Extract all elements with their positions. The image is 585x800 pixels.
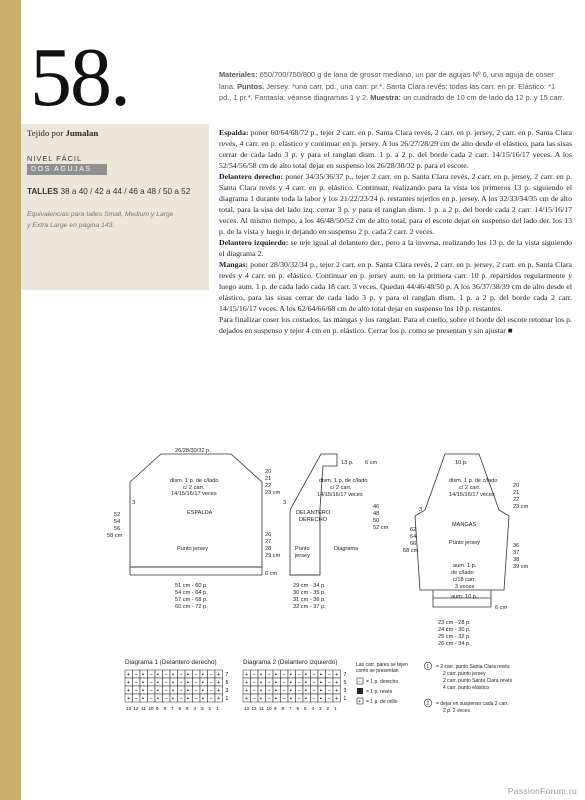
- svg-text:6 cm: 6 cm: [365, 460, 378, 466]
- chart-symbol: −: [282, 680, 286, 686]
- chart-symbol: ▪: [157, 696, 159, 702]
- chart-symbol: ▪: [320, 672, 322, 678]
- chart-symbol: +: [217, 672, 221, 678]
- svg-text:54: 54: [114, 519, 121, 525]
- chart-symbol: −: [252, 672, 256, 678]
- chart-symbol: ▪: [187, 672, 189, 678]
- svg-text:26 cm - 34 p.: 26 cm - 34 p.: [438, 641, 471, 647]
- svg-text:dism. 1 p. de c/lado: dism. 1 p. de c/lado: [449, 478, 498, 484]
- svg-text:4 carr. punto elástico: 4 carr. punto elástico: [443, 685, 490, 691]
- chart-symbol: ▪: [290, 688, 292, 694]
- chart-symbol: −: [267, 672, 271, 678]
- chart-symbol: ▪: [290, 696, 292, 702]
- chart-symbol: −: [297, 680, 301, 686]
- svg-text:58 cm: 58 cm: [107, 533, 123, 539]
- svg-text:32 cm - 37 p.: 32 cm - 37 p.: [293, 604, 326, 610]
- svg-text:52 cm: 52 cm: [373, 525, 389, 531]
- col-label: 11: [259, 706, 264, 711]
- chart-symbol: −: [209, 680, 213, 686]
- svg-text:c/ 2 carr.: c/ 2 carr.: [330, 485, 352, 491]
- svg-text:aum. 1 p.: aum. 1 p.: [453, 563, 477, 569]
- svg-text:Punto: Punto: [295, 546, 310, 552]
- chart-symbol: ▪: [260, 672, 262, 678]
- chart-symbol: +: [127, 696, 131, 702]
- svg-text:24 cm - 30 p.: 24 cm - 30 p.: [438, 627, 471, 633]
- col-label: 5: [304, 706, 307, 711]
- svg-text:57 cm - 68 p.: 57 cm - 68 p.: [175, 597, 208, 603]
- col-label: 4: [311, 706, 315, 711]
- col-label: 11: [141, 706, 146, 711]
- instruction-delantero-izquierdo: Delantero izquierdo: se teje igual al delantero der., pero a la inversa, realizando los 13 p. de la vista siguiendo el diagrama 2.: [219, 238, 573, 258]
- chart-symbol: −: [312, 672, 316, 678]
- svg-text:Diagrama: Diagrama: [334, 546, 359, 552]
- chart-symbol: −: [282, 688, 286, 694]
- instruction-finish: Para finalizar coser los costados, las mangas y los ranglan. Para el cuello, sobre el borde del escote retomar los p. dejados en suspenso y tejer 4 cm en p. elástico. Cerrar los p. como se presentan y sin ajustar ■: [219, 315, 572, 335]
- sidebar-box: [21, 124, 209, 290]
- svg-text:2 carr. punto jersey: 2 carr. punto jersey: [443, 671, 486, 677]
- chart-symbol: +: [335, 672, 339, 678]
- chart-symbol: ▪: [172, 680, 174, 686]
- svg-text:21: 21: [513, 490, 520, 496]
- svg-text:36: 36: [513, 543, 520, 549]
- svg-text:dism. 1 p. de c/lado: dism. 1 p. de c/lado: [319, 478, 368, 484]
- col-label: 6: [296, 706, 300, 711]
- chart-symbol: −: [179, 672, 183, 678]
- svg-text:51 cm - 60 p.: 51 cm - 60 p.: [175, 583, 208, 589]
- chart-symbol: −: [327, 680, 331, 686]
- svg-text:c/ 2 carr.: c/ 2 carr.: [459, 485, 481, 491]
- chart-symbol: −: [194, 680, 198, 686]
- svg-text:29 cm: 29 cm: [265, 553, 281, 559]
- chart-symbol: ▪: [142, 688, 144, 694]
- chart-symbol: −: [149, 696, 153, 702]
- chart-symbol: +: [217, 696, 221, 702]
- col-label: 3: [319, 706, 322, 711]
- svg-text:27: 27: [265, 539, 272, 545]
- svg-text:38: 38: [513, 557, 520, 563]
- svg-text:23 cm: 23 cm: [513, 504, 529, 510]
- svg-text:= dejar en suspenso cada 2 car: = dejar en suspenso cada 2 carr.: [436, 701, 509, 707]
- diagram2-grid: [243, 670, 347, 711]
- chart-symbol: ▪: [202, 696, 204, 702]
- chart-symbol: −: [164, 672, 168, 678]
- svg-text:22: 22: [265, 483, 272, 489]
- chart-symbol: +: [127, 672, 131, 678]
- chart-symbol: +: [335, 696, 339, 702]
- svg-text:25 cm - 32 p.: 25 cm - 32 p.: [438, 634, 471, 640]
- chart-symbol: +: [127, 688, 131, 694]
- svg-text:46: 46: [373, 504, 380, 510]
- chart-symbol: −: [327, 696, 331, 702]
- page-number: 58.: [30, 31, 129, 124]
- chart-symbol: −: [252, 688, 256, 694]
- chart-symbol: −: [297, 672, 301, 678]
- chart-symbol: ▪: [202, 672, 204, 678]
- svg-text:c/ 2 carr.: c/ 2 carr.: [183, 485, 205, 491]
- row-label: 3: [225, 688, 229, 694]
- svg-text:64: 64: [410, 534, 417, 540]
- svg-text:= 1 p. revés: = 1 p. revés: [366, 689, 393, 695]
- chart-symbol: ▪: [260, 696, 262, 702]
- chart-symbol: −: [134, 672, 138, 678]
- svg-text:de c/lado: de c/lado: [451, 570, 474, 576]
- svg-text:2 carr. punto Santa Clara revé: 2 carr. punto Santa Clara revés: [443, 678, 513, 684]
- col-label: 7: [289, 706, 292, 711]
- svg-text:26: 26: [265, 532, 272, 538]
- chart-symbol: −: [194, 696, 198, 702]
- chart-symbol: −: [267, 688, 271, 694]
- svg-text:37: 37: [513, 550, 520, 556]
- chart-symbol: ▪: [305, 672, 307, 678]
- chart-symbol: +: [217, 680, 221, 686]
- chart-symbol: −: [164, 680, 168, 686]
- watermark: PassionForum.ru: [507, 786, 577, 796]
- svg-text:52: 52: [114, 512, 121, 518]
- svg-text:62: 62: [410, 527, 417, 533]
- svg-text:21: 21: [265, 476, 272, 482]
- svg-text:23 cm: 23 cm: [265, 490, 281, 496]
- chart-symbol: −: [164, 696, 168, 702]
- chart-symbol: −: [179, 688, 183, 694]
- col-label: 9: [156, 706, 159, 711]
- chart-symbol: ▪: [260, 688, 262, 694]
- chart-symbol: ▪: [172, 672, 174, 678]
- svg-text:= 2 carr. punto Santa Clara re: = 2 carr. punto Santa Clara revés: [436, 664, 510, 670]
- chart-symbol: −: [297, 688, 301, 694]
- col-label: 12: [133, 706, 139, 711]
- svg-text:48: 48: [373, 511, 380, 517]
- svg-text:54 cm - 64 p.: 54 cm - 64 p.: [175, 590, 208, 596]
- chart-symbol: +: [217, 688, 221, 694]
- col-label: 4: [193, 706, 197, 711]
- svg-text:MANGAS: MANGAS: [452, 522, 477, 528]
- svg-text:14/15/16/17 veces: 14/15/16/17 veces: [171, 491, 217, 497]
- size-equivalences: Equivalencias para talles Small, Medium y Large y Extra Large en página 143.: [27, 211, 174, 229]
- svg-text:13 p.: 13 p.: [341, 460, 354, 466]
- col-label: 10: [148, 706, 154, 711]
- svg-text:3 veces: 3 veces: [455, 584, 475, 590]
- chart-symbol: ▪: [275, 688, 277, 694]
- espalda-name: ESPALDA: [187, 510, 213, 516]
- svg-text:2: 2: [426, 701, 430, 707]
- chart-symbol: +: [245, 688, 249, 694]
- col-label: 13: [244, 706, 250, 711]
- svg-text:3: 3: [419, 507, 423, 513]
- chart-symbol: −: [267, 680, 271, 686]
- col-label: 8: [281, 706, 285, 711]
- chart-symbol: ▪: [157, 672, 159, 678]
- svg-text:Punto jersey: Punto jersey: [449, 540, 481, 546]
- chart-symbol: ▪: [187, 680, 189, 686]
- chart-symbol: −: [194, 672, 198, 678]
- chart-symbol: −: [282, 672, 286, 678]
- svg-text:−: −: [358, 679, 361, 685]
- col-label: 12: [251, 706, 257, 711]
- svg-text:= 1 p. de orillo: = 1 p. de orillo: [366, 699, 398, 705]
- chart-symbol: +: [127, 680, 131, 686]
- chart-symbol: ▪: [172, 688, 174, 694]
- instruction-delantero-derecho: Delantero derecho: poner 34/35/36/37 p., tejer 2 carr. en p. Santa Clara revés, 2 carr. en p. jersey, 2 carr. en p. Santa Clara revés y 4 carr. en p. elástico. Continuar, realizando para la vista los primeros 13 p. siguiendo el diagrama 1 durante toda la labor y los 21/22/23/24 p. restantes tejerlos en p. jersey. A los 32/33/34/35 cm de alto total, para la sisa del lado izq. cerrar 3 p. y para el ranglan dism. 1 p. a 2 p. del borde cada 2 carr. 14/15/16/17 veces. Al mismo tiempo, a los 46/48/50/52 cm de alto total, para el escote dejar en suspenso del lado der. los 13 p. de la vista y luego ir dejando en suspenso 2 p. cada 2 carr. 2 veces.: [219, 172, 572, 236]
- svg-text:50: 50: [373, 518, 380, 524]
- svg-text:29 cm - 34 p.: 29 cm - 34 p.: [293, 583, 326, 589]
- svg-text:c/18 carr.: c/18 carr.: [453, 577, 477, 583]
- svg-text:DELANTERO: DELANTERO: [296, 510, 331, 516]
- chart-symbol: −: [312, 688, 316, 694]
- instructions: [219, 127, 572, 336]
- svg-text:como se presentan: como se presentan: [356, 668, 399, 674]
- svg-text:68 cm: 68 cm: [403, 548, 419, 554]
- chart-symbol: ▪: [260, 680, 262, 686]
- col-label: 8: [163, 706, 167, 711]
- chart-symbol: −: [134, 688, 138, 694]
- diagram1-title: Diagrama 1 (Delantero derecho): [125, 659, 217, 666]
- svg-text:30 cm - 35 p.: 30 cm - 35 p.: [293, 590, 326, 596]
- chart-symbol: ▪: [290, 672, 292, 678]
- svg-text:Las carr. pares se tejen: Las carr. pares se tejen: [356, 662, 408, 668]
- svg-text:dism. 1 p. de c/lado: dism. 1 p. de c/lado: [170, 478, 219, 484]
- chart-symbol: ▪: [290, 680, 292, 686]
- chart-symbol: −: [164, 688, 168, 694]
- chart-symbol: −: [149, 688, 153, 694]
- chart-symbol: ▪: [157, 688, 159, 694]
- svg-text:3: 3: [132, 500, 136, 506]
- chart-symbol: −: [312, 696, 316, 702]
- svg-text:20: 20: [265, 469, 272, 475]
- materials: Materiales: 650/700/750/800 g de lana de grosor mediano, un par de agujas Nº 6, una aguja de coser lana. Puntos. Jersey: *una carr. pd., una carr. pr.*. Santa Clara revés: todas las carr. en pr. Elástico: *1 pd., 1 pr.*. Fantasía: véanse diagramas 1 y 2. Muestra: un cuadrado de 10 cm de lado da 12 p. y 15 carr.: [219, 70, 565, 102]
- chart-symbol: ▪: [305, 680, 307, 686]
- chart-symbol: −: [209, 696, 213, 702]
- col-label: 6: [178, 706, 182, 711]
- chart-symbol: ▪: [172, 696, 174, 702]
- svg-text:1: 1: [426, 664, 430, 670]
- chart-symbol: −: [134, 680, 138, 686]
- row-label: 5: [343, 680, 347, 686]
- col-label: 9: [274, 706, 277, 711]
- col-label: 13: [126, 706, 132, 711]
- chart-symbol: −: [149, 680, 153, 686]
- col-label: 2: [208, 706, 212, 711]
- col-label: 3: [201, 706, 204, 711]
- row-label: 5: [225, 680, 229, 686]
- svg-text:14/15/16/17 veces: 14/15/16/17 veces: [449, 492, 495, 498]
- chart-symbol: −: [209, 688, 213, 694]
- gold-band: [0, 0, 21, 800]
- row-label: 3: [343, 688, 347, 694]
- garment-schematics: [107, 448, 535, 652]
- espalda-top: 26/28/30/32 p.: [175, 448, 211, 454]
- chart-symbol: ▪: [305, 696, 307, 702]
- chart-symbol: −: [312, 680, 316, 686]
- chart-symbol: ▪: [142, 696, 144, 702]
- chart-symbol: −: [297, 696, 301, 702]
- svg-text:28: 28: [265, 546, 272, 552]
- row-label: 1: [225, 696, 229, 702]
- credit: Tejido por Jumalan: [27, 128, 99, 138]
- chart-symbol: −: [149, 672, 153, 678]
- chart-symbol: ▪: [187, 688, 189, 694]
- chart-symbol: ▪: [305, 688, 307, 694]
- chart-symbol: −: [252, 680, 256, 686]
- chart-symbol: −: [209, 672, 213, 678]
- sizes: TALLES 38 a 40 / 42 a 44 / 46 a 48 / 50 a 52: [27, 187, 191, 196]
- diagram1-grid: [125, 670, 229, 711]
- row-label: 7: [225, 672, 229, 678]
- chart-symbol: −: [327, 672, 331, 678]
- instruction-mangas: Mangas: poner 28/30/32/34 p., tejer 2 carr. en p. Santa Clara revés, 2 carr. en p. jersey, 2 carr. en p. Santa Clara revés y 4 carr. en p. elástico. Continuar en p. jersey aum. en la primera carr. 10 p. repartidos regularmente y luego aum. 1 p. de cada lado cada 18 carr. 3 veces. Quedan 44/46/48/50 p. A los 36/37/38/39 cm de alto desde el elástico, para las sisas cerrar de cada lado 3 p. y para el ranglan dism. 1 p. a 2 p. del borde cada 2 carr. 14/15/16/17 veces. A los 62/64/66/68 cm de alto total dejar en suspenso los 10 p. restantes.: [219, 260, 573, 313]
- col-label: 1: [216, 706, 219, 711]
- chart-symbol: ▪: [275, 680, 277, 686]
- svg-text:31 cm - 36 p.: 31 cm - 36 p.: [293, 597, 326, 603]
- svg-text:= 1 p. derecho: = 1 p. derecho: [366, 679, 399, 685]
- chart-symbol: ▪: [202, 680, 204, 686]
- chart-symbol: −: [252, 696, 256, 702]
- level-label: NIVEL FÁCIL: [27, 154, 83, 163]
- chart-symbol: −: [282, 696, 286, 702]
- svg-text:39 cm: 39 cm: [513, 564, 529, 570]
- svg-text:22: 22: [513, 497, 520, 503]
- svg-text:66: 66: [410, 541, 417, 547]
- svg-text:Punto jersey: Punto jersey: [177, 546, 209, 552]
- chart-symbol: +: [245, 680, 249, 686]
- svg-text:14/15/16/17 veces: 14/15/16/17 veces: [317, 492, 363, 498]
- chart-symbol: ▪: [320, 696, 322, 702]
- chart-symbol: ▪: [275, 696, 277, 702]
- chart-symbol: ▪: [275, 672, 277, 678]
- col-label: 5: [186, 706, 189, 711]
- chart-symbol: ▪: [202, 688, 204, 694]
- svg-text:2 p. 2 veces: 2 p. 2 veces: [443, 708, 470, 714]
- needles-badge: DOS AGUJAS: [27, 164, 107, 175]
- col-label: 1: [334, 706, 337, 711]
- col-label: 10: [266, 706, 272, 711]
- chart-symbol: −: [179, 680, 183, 686]
- svg-text:20: 20: [513, 483, 520, 489]
- svg-text:60 cm - 72 p.: 60 cm - 72 p.: [175, 604, 208, 610]
- chart-symbol: ▪: [142, 672, 144, 678]
- chart-symbol: ▪: [187, 696, 189, 702]
- row-label: 1: [343, 696, 347, 702]
- chart-symbol: −: [134, 696, 138, 702]
- chart-symbol: +: [245, 672, 249, 678]
- svg-text:jersey: jersey: [295, 553, 310, 559]
- chart-symbol: +: [335, 680, 339, 686]
- svg-text:6 cm: 6 cm: [265, 571, 278, 577]
- svg-text:DERECHO: DERECHO: [299, 517, 327, 523]
- svg-text:56: 56: [114, 526, 121, 532]
- chart-symbol: +: [335, 688, 339, 694]
- diagram2-title: Diagrama 2 (Delantero izquierdo): [243, 659, 338, 666]
- chart-symbol: ▪: [142, 680, 144, 686]
- svg-text:6 cm: 6 cm: [495, 605, 508, 611]
- chart-symbol: +: [245, 696, 249, 702]
- instruction-espalda: Espalda: poner 60/64/68/72 p., tejer 2 carr. en p. Santa Clara revés, 2 carr. en p. jersey, 2 carr. en p. Santa Clara revés, 4 carr. en p. elástico y continuar en p. jersey. A los 26/27/28/29 cm de alto desde el elástico, para las sisas cerrar de cada lado 3 p. y para el ranglan dism. 1 p. a 2 p. del borde cada 2 carr. 14/15/16/17 veces. A los 52/54/56/58 cm de alto total dejar en suspenso los 26/28/30/32 p. para el escote.: [219, 128, 572, 170]
- chart-symbol: −: [194, 688, 198, 694]
- svg-text:+: +: [358, 699, 361, 705]
- col-label: 7: [171, 706, 174, 711]
- chart-symbol: −: [267, 696, 271, 702]
- chart-symbol: −: [179, 696, 183, 702]
- row-label: 7: [343, 672, 347, 678]
- svg-text:aum. 10 p.: aum. 10 p.: [451, 594, 478, 600]
- stitch-charts: [115, 658, 545, 748]
- chart-symbol: ▪: [320, 680, 322, 686]
- svg-text:23 cm - 28 p.: 23 cm - 28 p.: [438, 620, 471, 626]
- col-label: 2: [326, 706, 330, 711]
- svg-text:3: 3: [283, 500, 287, 506]
- svg-text:10 p.: 10 p.: [455, 460, 468, 466]
- chart-symbol: ▪: [320, 688, 322, 694]
- chart-symbol: −: [327, 688, 331, 694]
- chart-symbol: ▪: [157, 680, 159, 686]
